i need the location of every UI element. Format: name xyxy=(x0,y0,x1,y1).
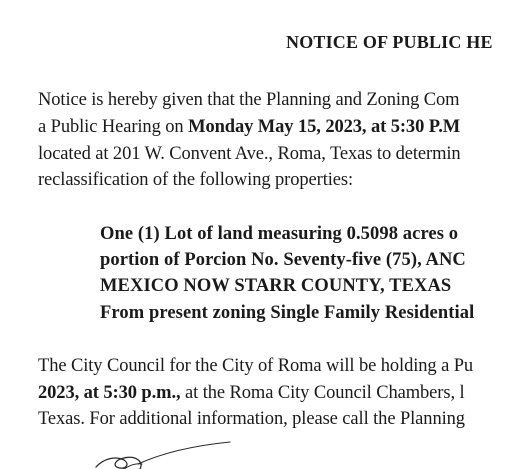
notice-paragraph-line-4: reclassification of the following properties: xyxy=(38,170,354,190)
council-paragraph-line-3: Texas. For additional information, please call the Planning xyxy=(38,409,465,429)
property-description-line-3: MEXICO NOW STARR COUNTY, TEXAS xyxy=(100,276,452,296)
council-location-text: at the Roma City Council Chambers, l xyxy=(180,383,465,403)
notice-paragraph-line-2 xyxy=(38,115,460,139)
notice-paragraph-line-3: located at 201 W. Convent Ave., Roma, Texas to determin xyxy=(38,144,461,164)
hearing-intro-text: a Public Hearing on xyxy=(38,117,189,137)
property-description-line-1: One (1) Lot of land measuring 0.5098 acres o xyxy=(100,224,459,244)
notice-paragraph-line-1: Notice is hereby given that the Planning and Zoning Com xyxy=(38,90,460,110)
hearing-date-text: Monday May 15, 2023, at 5:30 P.M xyxy=(188,117,461,137)
property-description-line-2: portion of Porcion No. Seventy-five (75), ANC xyxy=(100,250,466,270)
property-zoning-line: From present zoning Single Family Residential xyxy=(100,303,475,323)
handwritten-signature xyxy=(90,440,250,469)
council-paragraph-line-2 xyxy=(38,381,465,405)
council-date-text: 2023, at 5:30 p.m., xyxy=(38,383,181,403)
council-paragraph-line-1: The City Council for the City of Roma will be holding a Pu xyxy=(38,356,474,376)
notice-title: NOTICE OF PUBLIC HE xyxy=(286,32,493,52)
